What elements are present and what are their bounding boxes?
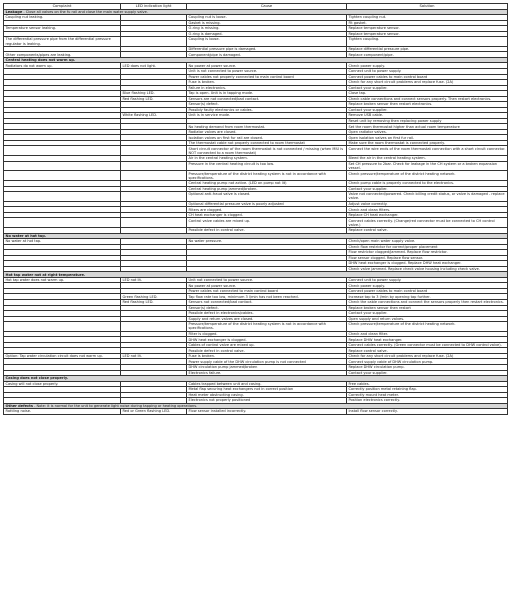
- cell-solution: Check/open main water supply valve.: [347, 239, 508, 245]
- cell-solution: Replace broken sensor then restart electronics.: [347, 102, 508, 108]
- cell-cause: Tap is open. Unit is in tapping mode.: [187, 91, 347, 97]
- cell-complaint: The differential pressure pipe from the differential pressure regulator is leaking.: [4, 37, 121, 47]
- table-row: [4, 146, 508, 156]
- cell-solution: Set CH pressure to 2bar. Check for leakage in the CH system or a broken expansion vessel.: [347, 161, 508, 171]
- cell-solution: Correctly mount heat meter.: [347, 392, 508, 398]
- cell-solution: Check power supply.: [347, 63, 508, 69]
- cell-complaint: No water at hot tap.: [4, 239, 121, 245]
- cell-cause: Pressure/temperature of the district heating system is not in accordance with specifications.: [187, 322, 347, 332]
- cell-solution: Check for any short circuit problems and replace fuse. (2A): [347, 353, 508, 359]
- cell-led: [121, 218, 187, 228]
- cell-solution: Connect unit to power supply.: [347, 277, 508, 283]
- header-led-indication: LED indication light: [121, 4, 187, 10]
- cell-solution: Replace control valve.: [347, 228, 508, 234]
- cell-solution: Remove USB cable.: [347, 113, 508, 119]
- cell-solution: Open radiator valves.: [347, 129, 508, 135]
- cell-cause: Component/pipe is damaged.: [187, 52, 347, 58]
- cell-cause: Unit is not connected to power source.: [187, 69, 347, 75]
- cell-solution: Install flow sensor correctly.: [347, 409, 508, 415]
- cell-cause: Possible defect in electronics/cables.: [187, 311, 347, 317]
- section-title: Hot tap water not at right temperature.: [5, 272, 86, 277]
- cell-solution: Check the cable connections and connect the sensors properly then restart electronics.: [347, 299, 508, 305]
- cell-cause: Sensors not connected/bad contact.: [187, 299, 347, 305]
- cell-led: [121, 322, 187, 332]
- cell-cause: Optional anti-fraud valve is closed.: [187, 192, 347, 202]
- cell-cause: Flow sensor installed incorrectly.: [187, 409, 347, 415]
- cell-cause: Tap flow rate too low, minimum 3 l/min has not been reached.: [187, 294, 347, 300]
- cell-solution: Check cable connections and connect sensors properly. Then restart electronics.: [347, 96, 508, 102]
- cell-solution: Replace control valve.: [347, 348, 508, 354]
- cell-solution: Replace temperature sensor.: [347, 31, 508, 37]
- cell-solution: Tighten coupling.: [347, 37, 508, 47]
- table-row: [4, 409, 508, 415]
- section-note: - Note: it is normal for the unit to generate light noise during tapping or heating operations.: [32, 403, 198, 408]
- troubleshooting-table-container: [3, 3, 507, 596]
- table-row: [4, 322, 508, 332]
- cell-solution: Reset unit by removing then replacing power supply: [347, 118, 508, 124]
- cell-led: LED not lit.: [121, 277, 187, 283]
- cell-solution: Contact your supplier.: [347, 311, 508, 317]
- cell-cause: O-ring is missing.: [187, 26, 347, 32]
- cell-solution: Position electronics correctly.: [347, 398, 508, 404]
- cell-cause: Cables of control valve are mixed up.: [187, 342, 347, 348]
- cell-cause: Cables trapped between unit and casing.: [187, 381, 347, 387]
- cell-solution: Connect unit to power supply.: [347, 69, 508, 75]
- cell-complaint: [4, 146, 121, 156]
- cell-solution: Free cables.: [347, 381, 508, 387]
- table-row: [4, 218, 508, 228]
- cell-led: [121, 192, 187, 202]
- section-title: Leakage: [5, 9, 23, 14]
- cell-cause: Heat meter obstructing casing.: [187, 392, 347, 398]
- header-cause: Cause: [187, 4, 347, 10]
- cell-led: Blue flashing LED.: [121, 91, 187, 97]
- cell-cause: Isolation valves on first fur rail are closed.: [187, 135, 347, 141]
- cell-cause: Sensor(s) defect.: [187, 305, 347, 311]
- cell-complaint: Radiators do not warm up.: [4, 63, 121, 69]
- cell-cause: DHW circulation pump jammed/broken: [187, 364, 347, 370]
- table-row: [4, 171, 508, 181]
- cell-led: White flashing LED.: [121, 113, 187, 119]
- table-row: [4, 161, 508, 171]
- table-row: [4, 192, 508, 202]
- cell-solution: Replace differential pressure pipe.: [347, 46, 508, 52]
- header-complaint: Complaint: [4, 4, 121, 10]
- section-title: Casing does not close properly.: [5, 376, 69, 381]
- cell-solution: Check pressure/temperature of the district heating network.: [347, 171, 508, 181]
- cell-complaint: Option: Tap water circulation circuit does not warm up.: [4, 353, 121, 359]
- cell-cause: Fuse is broken.: [187, 80, 347, 86]
- cell-solution: Check power supply.: [347, 283, 508, 289]
- cell-cause: Short circuit connector of the room thermostat is not connected / missing (when MIU is NOT connected to a room thermostat): [187, 146, 347, 156]
- cell-led: Red or Green flashing LED.: [121, 409, 187, 415]
- cell-cause: Pressure in the central heating circuit is too low.: [187, 161, 347, 171]
- cell-solution: Replace component/pipe.: [347, 52, 508, 58]
- cell-complaint: [4, 218, 121, 228]
- cell-cause: Electronics not properly positioned: [187, 398, 347, 404]
- cell-cause: Air in the central heating system.: [187, 156, 347, 162]
- cell-solution: Contact your supplier.: [347, 186, 508, 192]
- cell-complaint: Temperature sensor leaking.: [4, 26, 121, 32]
- cell-cause: Unit is in service mode.: [187, 113, 347, 119]
- cell-cause: Power supply cable of the DHW circulation pump is not connected: [187, 359, 347, 365]
- section-title: Other defects: [5, 403, 33, 408]
- cell-cause: Central heating pump not active. (LED on pump not lit): [187, 181, 347, 187]
- cell-cause: O-ring is damaged.: [187, 31, 347, 37]
- cell-solution: Check valve jammed. Replace check valve housing including check valve.: [347, 266, 508, 272]
- cell-solution: Set the room thermostat higher than actual room temperature: [347, 124, 508, 130]
- cell-solution: Connect supply cable of DHW circulation pump.: [347, 359, 508, 365]
- cell-cause: No heating demand from room thermostat.: [187, 124, 347, 130]
- table-body: [4, 9, 508, 414]
- cell-cause: Sensor(s) defect.: [187, 102, 347, 108]
- cell-led: [121, 146, 187, 156]
- cell-solution: Connect cables correctly. (Green connector must be connected to DHW control valve).: [347, 342, 508, 348]
- cell-solution: Connect power cables to main control board: [347, 288, 508, 294]
- cell-cause: Filters are clogged.: [187, 207, 347, 213]
- cell-cause: Power cables not properly connected to main control board: [187, 74, 347, 80]
- cell-led: Red flashing LED.: [121, 299, 187, 305]
- cell-led: [121, 37, 187, 47]
- cell-solution: Correctly position metal retaining flap.: [347, 387, 508, 393]
- cell-solution: Open supply and return valves.: [347, 316, 508, 322]
- section-title: Central heating does not warm up.: [5, 58, 76, 63]
- cell-cause: Control valve cables are mixed up.: [187, 218, 347, 228]
- cell-solution: Make sure the room thermostat is connected properly.: [347, 140, 508, 146]
- cell-solution: Check pressure/temperature of the district heating network.: [347, 322, 508, 332]
- cell-solution: Contact your supplier.: [347, 370, 508, 376]
- cell-led: Red flashing LED.: [121, 96, 187, 102]
- cell-cause: Differential pressure pipe is damaged.: [187, 46, 347, 52]
- cell-solution: Close tap.: [347, 91, 508, 97]
- cell-led: [121, 161, 187, 171]
- cell-led: [121, 171, 187, 181]
- cell-solution: Contact your supplier.: [347, 85, 508, 91]
- cell-solution: Contact your supplier.: [347, 107, 508, 113]
- cell-cause: Sensors are not connected/bad contact.: [187, 96, 347, 102]
- section-title: No water at hot tap.: [5, 233, 47, 238]
- cell-solution: Flow restrictor clogged/jammed. Replace flow restrictor.: [347, 250, 508, 256]
- cell-cause: Metal flap securing heat exchangers not in correct position: [187, 387, 347, 393]
- cell-solution: DHW heat exchanger is clogged. Replace DHW heat exchanger.: [347, 261, 508, 267]
- cell-solution: Connect the wire ends of the room thermostat connection with a short circuit connector.: [347, 146, 508, 156]
- troubleshooting-table: [3, 3, 508, 415]
- cell-solution: Tighten coupling nut.: [347, 15, 508, 21]
- cell-cause: Gasket is missing.: [187, 20, 347, 26]
- cell-cause: Coupling is loose.: [187, 37, 347, 47]
- cell-led: LED does not light.: [121, 63, 187, 69]
- cell-complaint: Other components/pipes are leaking.: [4, 52, 121, 58]
- section-note: - Close all valves on the fu rail and close the main water supply valve.: [22, 9, 148, 14]
- cell-complaint: Casing will not close properly.: [4, 381, 121, 387]
- cell-cause: Power cables not connected to main control board: [187, 288, 347, 294]
- cell-solution: Adjust valve correctly.: [347, 201, 508, 207]
- cell-led: LED not lit.: [121, 353, 187, 359]
- cell-solution: Check flow restrictor for correct/proper placement: [347, 244, 508, 250]
- cell-cause: Pressure/temperature of the district heating system is not in accordance with specifications.: [187, 171, 347, 181]
- cell-cause: DHW heat exchanger is clogged.: [187, 337, 347, 343]
- cell-complaint: Hot tap water does not warm up.: [4, 277, 121, 283]
- cell-cause: Central heating pump jammed/broken.: [187, 186, 347, 192]
- cell-cause: Supply and return valves are closed.: [187, 316, 347, 322]
- cell-solution: Replace temperature sensor.: [347, 26, 508, 32]
- cell-solution: Bleed the air in the central heating system.: [347, 156, 508, 162]
- cell-cause: CH heat exchanger is clogged.: [187, 212, 347, 218]
- header-solution: Solution: [347, 4, 508, 10]
- cell-cause: Fuse is broken.: [187, 353, 347, 359]
- cell-solution: Open isolation valves on first fur rail.: [347, 135, 508, 141]
- cell-complaint: [4, 192, 121, 202]
- cell-solution: Check and clean filter.: [347, 331, 508, 337]
- cell-cause: No power at power source.: [187, 63, 347, 69]
- cell-cause: Optional differential pressure valve is poorly adjusted: [187, 201, 347, 207]
- table-row: [4, 37, 508, 47]
- cell-cause: Failure in electronics.: [187, 85, 347, 91]
- cell-solution: Replace CH heat exchanger.: [347, 212, 508, 218]
- cell-cause: Possibly faulty electronics or cables.: [187, 107, 347, 113]
- cell-complaint: [4, 322, 121, 332]
- cell-solution: Check pump cable is properly connected to the electronics.: [347, 181, 508, 187]
- cell-cause: Filter is clogged.: [187, 331, 347, 337]
- cell-solution: Increase tap to 3 l/min by opening tap further.: [347, 294, 508, 300]
- cell-complaint: [4, 171, 121, 181]
- cell-solution: Check for any short circuit problems and replace fuse. (2A): [347, 80, 508, 86]
- cell-solution: Replace DHW heat exchanger.: [347, 337, 508, 343]
- cell-solution: Valve not connected/powered. Check billing credit status, or valve is damaged - replace valve.: [347, 192, 508, 202]
- cell-cause: No power at power source.: [187, 283, 347, 289]
- cell-cause: The thermostat cable not properly connected to room thermostat: [187, 140, 347, 146]
- cell-cause: No water pressure.: [187, 239, 347, 245]
- cell-solution: Replace broken sensor then restart: [347, 305, 508, 311]
- cell-solution: Fit gasket.: [347, 20, 508, 26]
- cell-cause: Unit not connected to power source.: [187, 277, 347, 283]
- cell-cause: Coupling nut is loose.: [187, 15, 347, 21]
- cell-complaint: Rattling noise.: [4, 409, 121, 415]
- cell-cause: Radiator valves are closed.: [187, 129, 347, 135]
- cell-solution: Replace DHW circulation pump.: [347, 364, 508, 370]
- cell-cause: Possible defect in control valve.: [187, 228, 347, 234]
- cell-complaint: [4, 161, 121, 171]
- cell-solution: Connect power cables to main control board: [347, 74, 508, 80]
- cell-cause: Electronics failure.: [187, 370, 347, 376]
- cell-led: Green flashing LED.: [121, 294, 187, 300]
- cell-cause: Possible defect in control valve.: [187, 348, 347, 354]
- cell-complaint: Coupling nut leaking.: [4, 15, 121, 21]
- cell-solution: Check and clean filters.: [347, 207, 508, 213]
- cell-solution: Flow sensor clogged. Replace flow sensor.: [347, 255, 508, 261]
- cell-solution: Connect cables correctly. (Change/red connector must be connected to CH control valve.): [347, 218, 508, 228]
